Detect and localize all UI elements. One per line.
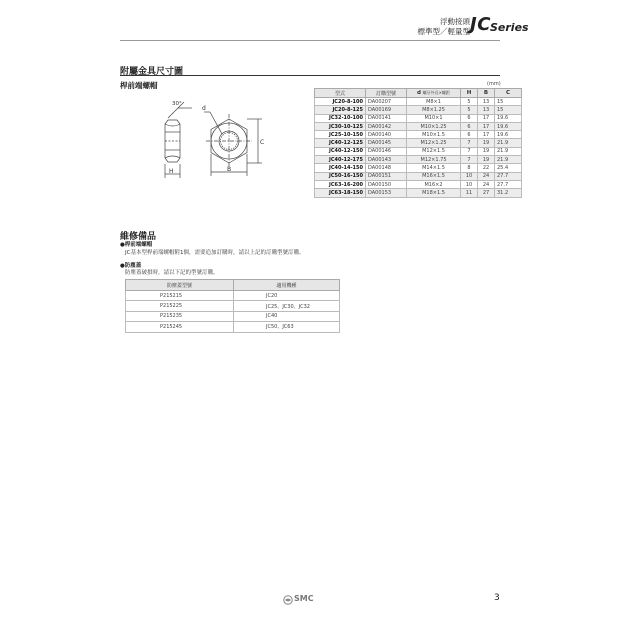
cell-h: 11 [461,189,478,197]
cell-c: 21.9 [495,147,522,155]
cell-b: 19 [478,156,495,164]
cell-thread: M10×1.5 [407,131,461,139]
cell-thread: M16×1.5 [407,172,461,180]
rod-end-nut-table [314,88,522,198]
header-subtitle-1: 浮動接頭 [440,17,470,26]
cell-h: 6 [461,131,478,139]
cell-part-no: DA00148 [366,164,407,172]
cell-c: 27.7 [495,180,522,188]
cell-model: JC32-10-100 [315,114,366,122]
col-header-part-no: 訂購型號 [366,89,407,98]
cell-h: 10 [461,180,478,188]
dim-label-d: d [202,105,206,112]
accessory-section-divider [120,75,500,76]
table-row [126,311,340,321]
cell-b: 19 [478,147,495,155]
cell-h: 5 [461,106,478,114]
col-header-h: H [461,89,478,98]
cell-b: 13 [478,98,495,106]
cell-model: JC63-16-200 [315,180,366,188]
col-header-d: d 螺牙外徑×螺距 [407,89,461,98]
cell-b: 19 [478,139,495,147]
cell-part-no: DA00151 [366,172,407,180]
cell-part-no: DA00145 [366,139,407,147]
dust-cover-note: 防塵蓋破損時，請以下記的型號訂購。 [125,270,219,276]
cell-c: 21.9 [495,139,522,147]
cell-b: 17 [478,122,495,130]
cell-cover-part: P215225 [126,301,234,311]
cell-h: 6 [461,114,478,122]
rod-end-nut-drawing [150,96,310,182]
cell-thread: M10×1.25 [407,122,461,130]
col-header-b: B [478,89,495,98]
cell-applicable: JC40 [234,311,340,321]
table-row [126,322,340,332]
cell-part-no: DA00141 [366,114,407,122]
cell-h: 7 [461,156,478,164]
cell-model: JC25-10-150 [315,131,366,139]
nut-spare-title: ●桿前端螺帽 [120,242,153,248]
angle-label: 30° [172,101,182,107]
table-row [315,139,522,147]
cell-part-no: DA00153 [366,189,407,197]
cell-cover-part: P215215 [126,291,234,301]
table-row [315,122,522,130]
cell-b: 22 [478,164,495,172]
cell-part-no: DA00169 [366,106,407,114]
table-header-row [126,280,340,291]
cell-part-no: DA00150 [366,180,407,188]
cell-model: JC20-8-125 [315,106,366,114]
cell-model: JC40-12-150 [315,147,366,155]
cell-h: 8 [461,164,478,172]
cell-part-no: DA00142 [366,122,407,130]
cell-thread: M14×1.5 [407,164,461,172]
cell-model: JC40-12-125 [315,139,366,147]
cell-applicable: JC20 [234,291,340,301]
cell-thread: M18×1.5 [407,189,461,197]
cell-part-no: DA00207 [366,98,407,106]
header-divider [120,40,500,41]
table-header-row [315,89,522,98]
rod-end-nut-subtitle: 桿前端螺帽 [120,81,158,90]
dust-cover-title: ●防塵蓋 [120,263,142,269]
cell-thread: M16×2 [407,180,461,188]
cell-thread: M10×1 [407,114,461,122]
dim-label-b: B [227,166,232,173]
table-row [315,180,522,188]
cell-c: 19.6 [495,131,522,139]
cell-part-no: DA00140 [366,131,407,139]
cell-c: 25.4 [495,164,522,172]
table-row [315,131,522,139]
cell-h: 10 [461,172,478,180]
table-row [315,106,522,114]
cell-applicable: JC25、JC30、JC32 [234,301,340,311]
cell-part-no: DA00146 [366,147,407,155]
cell-b: 13 [478,106,495,114]
cell-b: 17 [478,114,495,122]
series-logo-jc: JC [470,14,491,35]
cell-model: JC50-16-150 [315,172,366,180]
cell-thread: M12×1.75 [407,156,461,164]
table-row [315,164,522,172]
cell-b: 24 [478,180,495,188]
dim-label-c: C [260,139,265,146]
nut-spare-note: JC基本型桿前端螺帽附1個，需要追加訂購時，請以上記的訂購型號訂購。 [125,250,305,256]
table-row [315,156,522,164]
series-logo-word: Series [490,21,529,34]
unit-label: (mm) [487,81,501,87]
cell-model: JC63-18-150 [315,189,366,197]
col-header-c: C [495,89,522,98]
table-row [315,189,522,197]
table-row [315,172,522,180]
cell-thread: M12×1.5 [407,147,461,155]
cell-thread: M8×1 [407,98,461,106]
cell-b: 17 [478,131,495,139]
cell-h: 7 [461,139,478,147]
maintenance-section-title: 維修備品 [120,232,157,242]
cell-h: 7 [461,147,478,155]
table-row [315,147,522,155]
brand-logo: SMC [294,594,314,603]
cell-model: JC20-8-100 [315,98,366,106]
cell-h: 5 [461,98,478,106]
cell-thread: M8×1.25 [407,106,461,114]
cell-thread: M12×1.25 [407,139,461,147]
cell-c: 19.6 [495,122,522,130]
cell-c: 27.7 [495,172,522,180]
table-row [315,114,522,122]
cell-applicable: JC50、JC63 [234,322,340,332]
cell-cover-part: P215245 [126,322,234,332]
table-row [126,301,340,311]
cell-c: 31.2 [495,189,522,197]
table-row [315,98,522,106]
header-subtitle-2: 標準型／輕量型 [417,27,470,36]
cell-model: JC40-14-150 [315,164,366,172]
cell-model: JC40-12-175 [315,156,366,164]
cell-model: JC30-10-125 [315,122,366,130]
cell-cover-part: P215235 [126,311,234,321]
cell-part-no: DA00143 [366,156,407,164]
col-header-applicable: 適用機種 [234,280,340,291]
col-header-model: 型式 [315,89,366,98]
cell-h: 6 [461,122,478,130]
cell-c: 15 [495,106,522,114]
dust-cover-table [125,279,340,333]
smc-logo-icon [283,595,293,605]
col-header-cover-part: 防塵蓋型號 [126,280,234,291]
cell-b: 27 [478,189,495,197]
cell-c: 19.6 [495,114,522,122]
table-row [126,291,340,301]
cell-b: 24 [478,172,495,180]
dim-label-h: H [169,168,174,175]
accessory-section-title: 附屬金具尺寸圖 [120,67,184,77]
page-number: 3 [494,593,500,603]
cell-c: 21.9 [495,156,522,164]
cell-c: 15 [495,98,522,106]
